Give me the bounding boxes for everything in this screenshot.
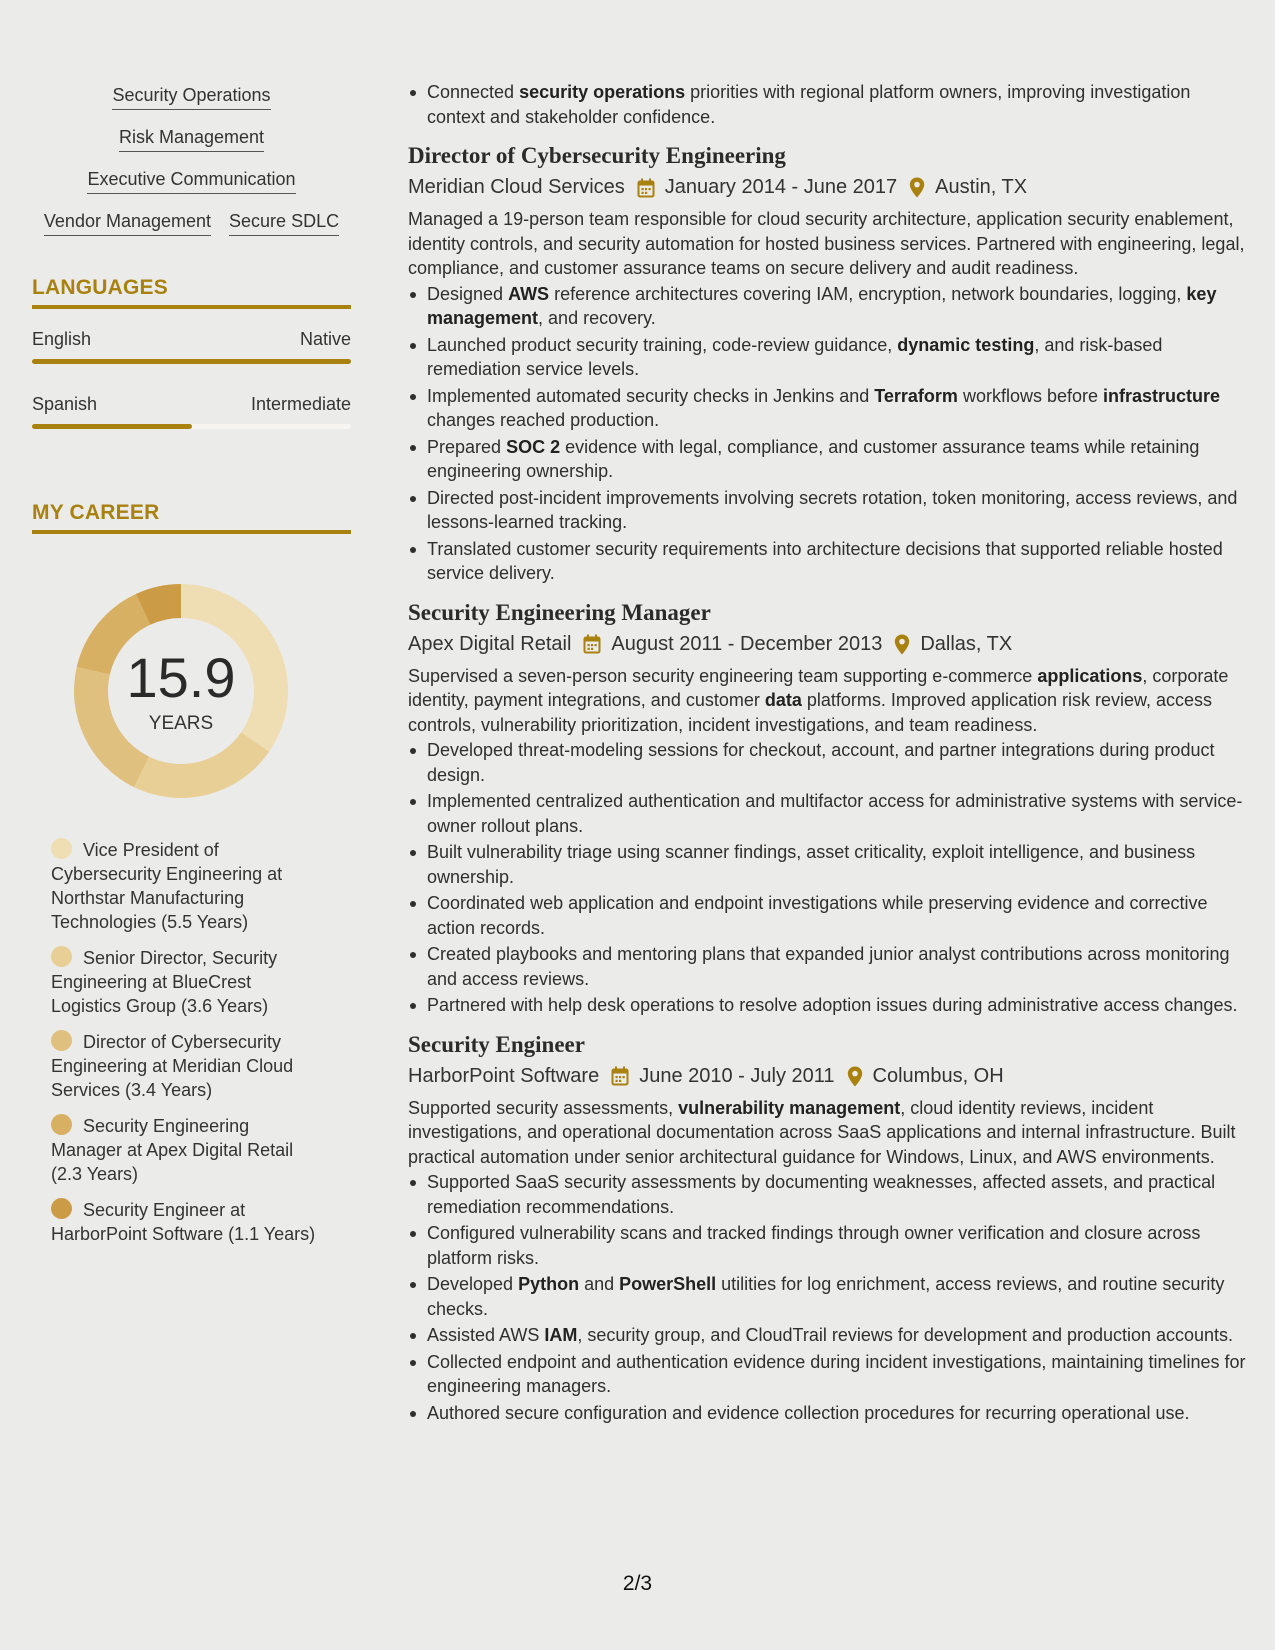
job-bullets [408,738,1250,1018]
bullet-item: Developed threat-modeling sessions for checkout, account, and partner integrations during product design. [408,738,1250,787]
bullet-item: Configured vulnerability scans and tracked findings through owner verification and closure across platform risks. [408,1221,1250,1270]
bullet-item: Created playbooks and mentoring plans that expanded junior analyst contributions across monitoring and access reviews. [408,942,1250,991]
bullet-item: Authored secure configuration and evidence collection procedures for recurring operational use. [408,1401,1250,1426]
calendar-icon [611,1066,629,1086]
career-legend-label: Director of Cybersecurity Engineering at Meridian Cloud Services (3.4 Years) [51,1032,294,1100]
career-legend-label: Security Engineer at HarborPoint Software (1.1 Years) [51,1200,316,1244]
career-legend-item [51,946,321,1018]
left-column [32,84,351,1258]
legend-dot [51,838,72,859]
experience-lead-bullets [408,80,1250,129]
language-name: English [32,329,92,349]
job-dates: June 2010 - July 2011 [639,1064,835,1087]
job-meta [408,174,1250,201]
skill-row [32,126,351,152]
legend-dot [51,1114,72,1135]
career-legend-item [51,1198,321,1246]
location-pin-icon [847,1066,863,1087]
skill-row [32,210,351,236]
page-number: 2/3 [622,1572,653,1595]
language-bar [32,424,351,429]
career-legend-label: Security Engineering Manager at Apex Digital Retail (2.3 Years) [51,1116,294,1184]
job-title: Security Engineer [408,1031,585,1057]
job-entry [408,1030,1250,1426]
legend-dot [51,1030,72,1051]
career-legend-item [51,838,321,934]
language-bar-fill [32,424,192,429]
job-meta [408,631,1250,658]
language-item [32,329,351,364]
job-bullets [408,282,1250,586]
bullet-item: Connected security operations priorities with regional platform owners, improving investigation context and stakeholder confidence. [408,80,1250,129]
location-pin-icon [909,177,925,198]
job-meta [408,1063,1250,1090]
legend-dot [51,946,72,967]
job-company: Meridian Cloud Services [408,176,625,198]
job-entry [408,141,1250,586]
job-description: Supported security assessments, vulnerability management, cloud identity reviews, incident investigations, and operational documentation across SaaS applications and internal infrastructure. Built practical automation under senior architectural guidance for Windows, Linux, and AWS environments. [408,1097,1236,1167]
skill-tag: Risk Management [119,126,264,152]
career-donut-chart [66,576,296,806]
calendar-icon [583,634,601,654]
bullet-item: Directed post-incident improvements involving secrets rotation, token monitoring, access reviews, and lessons-learned tracking. [408,486,1250,535]
bullet-item: Launched product security training, code-review guidance, dynamic testing, and risk-based remediation service levels. [408,333,1250,382]
bullet-item: Partnered with help desk operations to resolve adoption issues during administrative access changes. [408,993,1250,1018]
language-bar [32,359,351,364]
bullet-item: Translated customer security requirements into architecture decisions that supported reliable hosted service delivery. [408,537,1250,586]
language-item [32,394,351,429]
language-level: Intermediate [250,394,351,414]
skills-list [32,84,351,236]
calendar-icon [637,178,655,198]
skill-tag: Secure SDLC [229,210,339,236]
skill-row [32,84,351,110]
language-name: Spanish [32,394,98,414]
bullet-item: Prepared SOC 2 evidence with legal, compliance, and customer assurance teams while retaining engineering ownership. [408,435,1250,484]
bullet-item: Coordinated web application and endpoint investigations while preserving evidence and corrective action records. [408,891,1250,940]
job-description: Managed a 19-person team responsible for cloud security architecture, application security enablement, identity controls, and security automation for hosted business services. Partnered with engineering, legal, compliance, and customer assurance teams on secure delivery and audit readiness. [408,209,1245,278]
career-legend-label: Senior Director, Security Engineering at BlueCrest Logistics Group (3.6 Years) [51,948,278,1016]
career-legend-label: Vice President of Cybersecurity Engineering at Northstar Manufacturing Technologies (5.5 Years) [51,840,283,932]
job-location: Dallas, TX [920,632,1013,655]
job-company: HarborPoint Software [408,1064,600,1087]
job-bullets [408,1170,1250,1425]
job-company: Apex Digital Retail [408,632,572,655]
language-level: Native [299,329,351,349]
bullet-item: Collected endpoint and authentication evidence during incident investigations, maintaining timelines for engineering managers. [408,1350,1250,1399]
bullet-item: Supported SaaS security assessments by documenting weaknesses, affected assets, and practical remediation recommendations. [408,1170,1250,1219]
skill-tag: Executive Communication [87,168,295,194]
job-dates: August 2011 - December 2013 [611,632,883,655]
location-pin-icon [894,634,910,655]
job-location: Austin, TX [935,176,1028,198]
job-title: Security Engineering Manager [408,599,711,625]
job-title: Director of Cybersecurity Engineering [408,143,786,168]
bullet-item: Built vulnerability triage using scanner findings, asset criticality, exploit intelligence, and business ownership. [408,840,1250,889]
job-dates: January 2014 - June 2017 [664,176,898,198]
language-bar-fill [32,359,351,364]
career-legend-item [51,1114,321,1186]
skill-tag: Security Operations [112,84,270,110]
bullet-item: Developed Python and PowerShell utilities for log enrichment, access reviews, and routine security checks. [408,1272,1250,1321]
experience-column [408,80,1250,1427]
career-total-years: 15.9 [126,646,236,709]
career-legend [51,838,321,1246]
job-entry [408,598,1250,1018]
career-heading: MY CAREER [32,501,351,534]
bullet-item: Implemented centralized authentication and multifactor access for administrative systems with service-owner rollout plans. [408,789,1250,838]
bullet-item: Implemented automated security checks in Jenkins and Terraform workflows before infrastructure changes reached production. [408,384,1250,433]
experience-jobs [408,141,1250,1425]
career-legend-item [51,1030,321,1102]
bullet-item: Designed AWS reference architectures covering IAM, encryption, network boundaries, logging, key management, and recovery. [408,282,1250,331]
legend-dot [51,1198,72,1219]
skill-row [32,168,351,194]
career-total-unit: YEARS [148,713,214,734]
bullet-item: Assisted AWS IAM, security group, and CloudTrail reviews for development and production accounts. [408,1323,1250,1348]
job-description: Supervised a seven-person security engineering team supporting e-commerce applications, corporate identity, payment integrations, and customer data platforms. Improved application risk review, access controls, vulnerability prioritization, incident investigations, and team readiness. [408,665,1229,735]
job-location: Columbus, OH [872,1064,1004,1087]
skill-tag: Vendor Management [44,210,211,236]
languages-heading: LANGUAGES [32,276,351,309]
